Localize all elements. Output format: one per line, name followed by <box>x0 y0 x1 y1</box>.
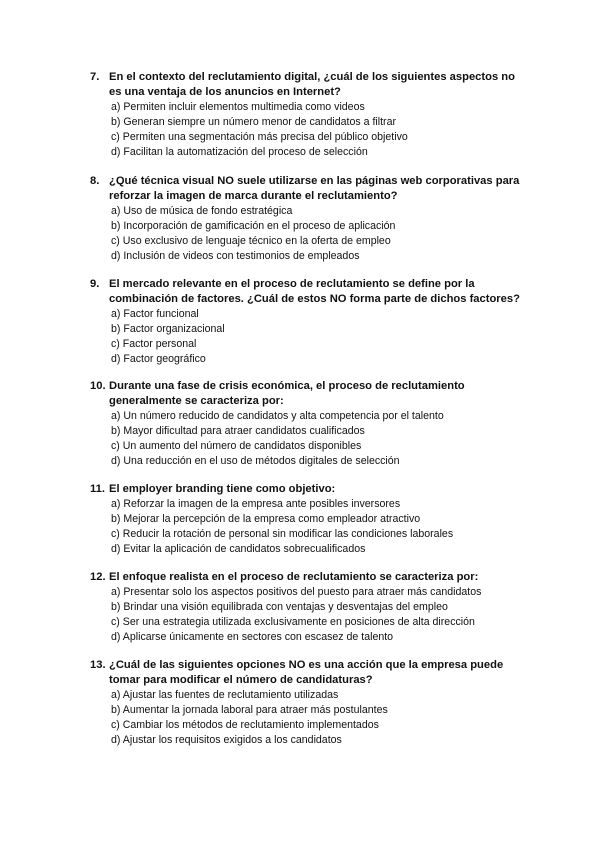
answer-option-d: d) Una reducción en el uso de métodos digitales de selección <box>111 455 400 467</box>
answer-option-b: b) Factor organizacional <box>111 323 225 335</box>
answer-option-b: b) Mayor dificultad para atraer candidatos cualificados <box>111 425 365 437</box>
question-header <box>90 174 530 204</box>
question-text: En el contexto del reclutamiento digital, ¿cuál de los siguientes aspectos no es una ventaja de los anuncios en Internet? <box>109 71 515 98</box>
answer-option-b: b) Generan siempre un número menor de candidatos a filtrar <box>111 116 397 128</box>
answer-option-b: b) Incorporación de gamificación en el proceso de aplicación <box>111 220 396 232</box>
answer-options <box>90 204 530 264</box>
question-number: 8. <box>90 175 100 187</box>
answer-option-b: b) Aumentar la jornada laboral para atraer más postulantes <box>111 704 388 716</box>
question-number: 10. <box>90 380 106 392</box>
question-text: ¿Qué técnica visual NO suele utilizarse en las páginas web corporativas para reforzar la imagen de marca durante el reclutamiento? <box>109 175 520 202</box>
answer-option-d: d) Facilitan la automatización del proceso de selección <box>111 146 368 158</box>
answer-options <box>90 497 530 557</box>
answer-options <box>90 585 530 645</box>
question-number: 12. <box>90 571 106 583</box>
answer-options <box>90 409 530 469</box>
answer-option-d: d) Factor geográfico <box>111 353 206 365</box>
answer-option-a: a) Ajustar las fuentes de reclutamiento utilizadas <box>111 689 339 701</box>
question-8 <box>90 174 530 264</box>
answer-options <box>90 307 530 367</box>
question-header <box>90 658 530 688</box>
question-text: ¿Cuál de las siguientes opciones NO es una acción que la empresa puede tomar para modificar el número de candidaturas? <box>109 659 504 686</box>
question-text: Durante una fase de crisis económica, el proceso de reclutamiento generalmente se caracteriza por: <box>109 380 465 407</box>
answer-option-a: a) Presentar solo los aspectos positivos del puesto para atraer más candidatos <box>111 586 482 598</box>
answer-option-c: c) Reducir la rotación de personal sin modificar las condiciones laborales <box>111 528 454 540</box>
question-header <box>90 570 530 585</box>
answer-option-a: a) Un número reducido de candidatos y alta competencia por el talento <box>111 410 444 422</box>
question-header <box>90 379 530 409</box>
answer-option-a: a) Reforzar la imagen de la empresa ante posibles inversores <box>111 498 401 510</box>
question-number: 9. <box>90 278 100 290</box>
answer-option-a: a) Permiten incluir elementos multimedia como videos <box>111 101 365 113</box>
answer-option-c: c) Cambiar los métodos de reclutamiento implementados <box>111 719 379 731</box>
answer-option-b: b) Brindar una visión equilibrada con ventajas y desventajas del empleo <box>111 601 448 613</box>
question-text: El employer branding tiene como objetivo: <box>109 483 336 495</box>
question-header <box>90 277 530 307</box>
answer-option-d: d) Evitar la aplicación de candidatos sobrecualificados <box>111 543 366 555</box>
answer-option-c: c) Permiten una segmentación más precisa del público objetivo <box>111 131 408 143</box>
answer-option-a: a) Factor funcional <box>111 308 199 320</box>
answer-option-d: d) Aplicarse únicamente en sectores con escasez de talento <box>111 631 394 643</box>
answer-option-d: d) Inclusión de videos con testimonios de empleados <box>111 250 360 262</box>
question-9 <box>90 277 530 367</box>
answer-option-d: d) Ajustar los requisitos exigidos a los candidatos <box>111 734 342 746</box>
question-text: El enfoque realista en el proceso de reclutamiento se caracteriza por: <box>109 571 479 583</box>
question-number: 11. <box>90 483 105 495</box>
answer-option-c: c) Un aumento del número de candidatos disponibles <box>111 440 362 452</box>
question-number: 13. <box>90 659 106 671</box>
question-header <box>90 70 530 100</box>
question-13 <box>90 658 530 748</box>
question-header <box>90 482 530 497</box>
question-number: 7. <box>90 71 100 83</box>
question-12 <box>90 570 530 645</box>
question-10 <box>90 379 530 469</box>
answer-options <box>90 100 530 160</box>
answer-option-c: c) Factor personal <box>111 338 197 350</box>
answer-option-c: c) Ser una estrategia utilizada exclusivamente en posiciones de alta dirección <box>111 616 475 628</box>
answer-option-b: b) Mejorar la percepción de la empresa como empleador atractivo <box>111 513 421 525</box>
question-text: El mercado relevante en el proceso de reclutamiento se define por la combinación de factores. ¿Cuál de estos NO forma parte de dichos factores? <box>109 278 520 305</box>
answer-option-a: a) Uso de música de fondo estratégica <box>111 205 293 217</box>
question-7 <box>90 70 530 160</box>
question-11 <box>90 482 530 557</box>
answer-option-c: c) Uso exclusivo de lenguaje técnico en la oferta de empleo <box>111 235 391 247</box>
answer-options <box>90 688 530 748</box>
